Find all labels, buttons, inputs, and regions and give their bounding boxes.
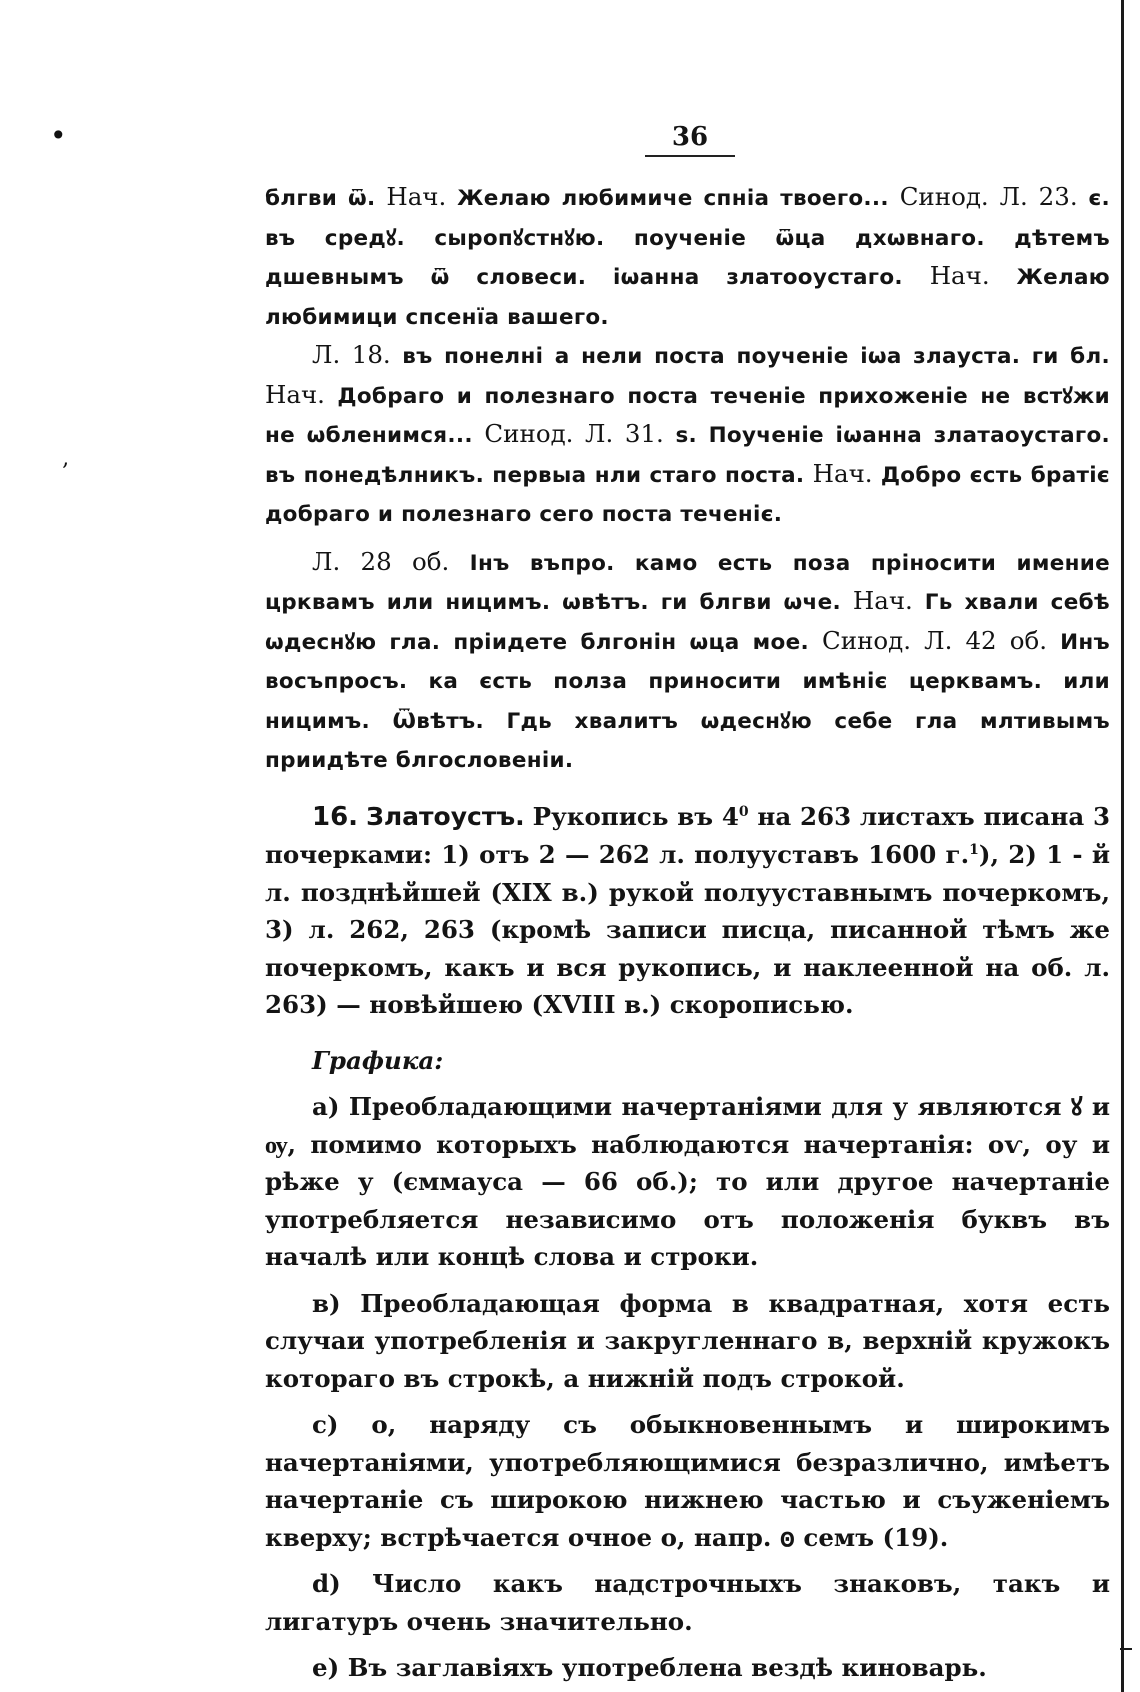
entry-16: [265, 798, 1110, 1024]
degree-mark: 0: [738, 803, 749, 820]
slavonic-text: ѕ. Поученіе іѡанна златаоустаго. въ понедѣлникъ. первыа нли стаго поста.: [265, 423, 1110, 488]
grafika-item-d: d) Число какъ надстрочныхъ знаковъ, такъ и лигатуръ очень значительно.: [265, 1569, 1110, 1636]
reference: Нач.: [265, 379, 325, 409]
grafika-item-a: а) Преобладающими начертаніями для у являются ꙋ и ѹ, помимо которыхъ наблюдаются начертанія: оѵ, оу и рѣже у (єммауса — 66 об.); то или другое начертаніе употребляется независимо отъ положенія буквъ въ началѣ или концѣ слова и строки.: [265, 1092, 1110, 1271]
entry-text: Рукопись въ 4: [532, 801, 739, 831]
slavonic-text: въ понелні а нели поста поученіе іѡа злауста. ги бл.: [402, 344, 1110, 369]
reference: Нач.: [386, 182, 447, 211]
reference: Синод. Л. 31.: [484, 419, 664, 448]
margin-comma: ‚: [62, 446, 69, 471]
paragraph-3: [265, 543, 1110, 780]
footnote-ref: 1: [969, 841, 979, 858]
grafika-item-c: c) о, наряду съ обыкновеннымъ и широкимъ начертаніями, употребляющимися безразлично, имѣетъ начертаніе съ широкою нижнею частью и съуженіемъ кверху; встрѣчается очное о, напр. ꙩ семъ (19).: [265, 1410, 1110, 1552]
reference: Нач.: [812, 458, 873, 488]
entry-text: ), 2) 1 - й л. позднѣйшей (XIX в.) рукой полууставнымъ почеркомъ, 3) л. 262, 263 (кромѣ записи писца, писанной тѣмъ же почеркомъ, какъ и вся рукопись, и наклеенной на об. л. 263) — новѣйшею (XVIII в.) скорописью.: [265, 840, 1110, 1019]
slavonic-text: є. въ средꙋ. сыропꙋстнꙋю. поученіе ѿца дхѡвнаго. дѣтемъ дшевнымъ ѿ словеси. іѡанна златооустаго.: [265, 186, 1110, 290]
grafika-item-e: е) Въ заглавіяхъ употреблена вездѣ киноварь.: [312, 1653, 987, 1682]
page-number-rule: [645, 155, 735, 157]
slavonic-text: Инъ восъпросъ. ка єсть полза приносити имѣніє цеpквамъ. или ницимъ. Ѿвѣтъ. Гдь хвалитъ ѡдеснꙋю себе гла млтивымъ приидѣте блгословеніи.: [265, 629, 1110, 773]
paragraph-2: [265, 336, 1110, 534]
slavonic-text: блгви ѿ.: [265, 186, 376, 211]
page-edge-tick: [1120, 1648, 1132, 1650]
entry-name: Златоустъ.: [366, 801, 525, 831]
page-number: 36: [671, 122, 709, 152]
page-body: [265, 178, 1110, 1687]
entry-number: 16.: [312, 801, 359, 832]
entry-text: на 263 листахъ писана 3 почерками: 1) отъ 2 — 262 л. полууставъ 1600 г.: [265, 801, 1111, 869]
reference: Синод. Л. 23.: [899, 182, 1078, 211]
paragraph-1: [265, 178, 1110, 336]
slavonic-text: Добраго и полезнаго поста теченіе прихоженіе не встꙋжи не ѡбленимся...: [265, 383, 1110, 448]
reference: Нач.: [929, 261, 990, 290]
reference: Синод. Л. 42 об.: [822, 625, 1047, 655]
slavonic-text: Желаю любимици спсенїа вашего.: [265, 265, 1111, 330]
slavonic-text: Желаю любимиче спніа твоего...: [457, 186, 889, 211]
page-edge-line: [1121, 0, 1124, 1692]
reference: Нач.: [852, 586, 913, 615]
reference: Л. 28 об.: [312, 546, 450, 576]
slavonic-text: Інъ въпро. камо есть поза пріносити имение црквамъ или ницимъ. ѡвѣтъ. ги блгви ѡче.: [265, 550, 1110, 615]
grafika-heading: Графика:: [312, 1045, 444, 1075]
margin-dot: •: [50, 119, 67, 152]
slavonic-text: Гь хвали себѣ ѡдеснꙋю гла. пріидете блгонін ѡца мое.: [265, 590, 1111, 655]
grafika-item-b: в) Преобладающая форма в квадратная, хотя есть случаи употребленія и закругленнаго в, верхній кружокъ котораго въ строкѣ, а нижній подъ строкой.: [265, 1288, 1110, 1393]
slavonic-text: Добро єсть братіє добраго и полезнаго сего поста теченіє.: [265, 462, 1110, 527]
reference: Л. 18.: [312, 340, 391, 369]
